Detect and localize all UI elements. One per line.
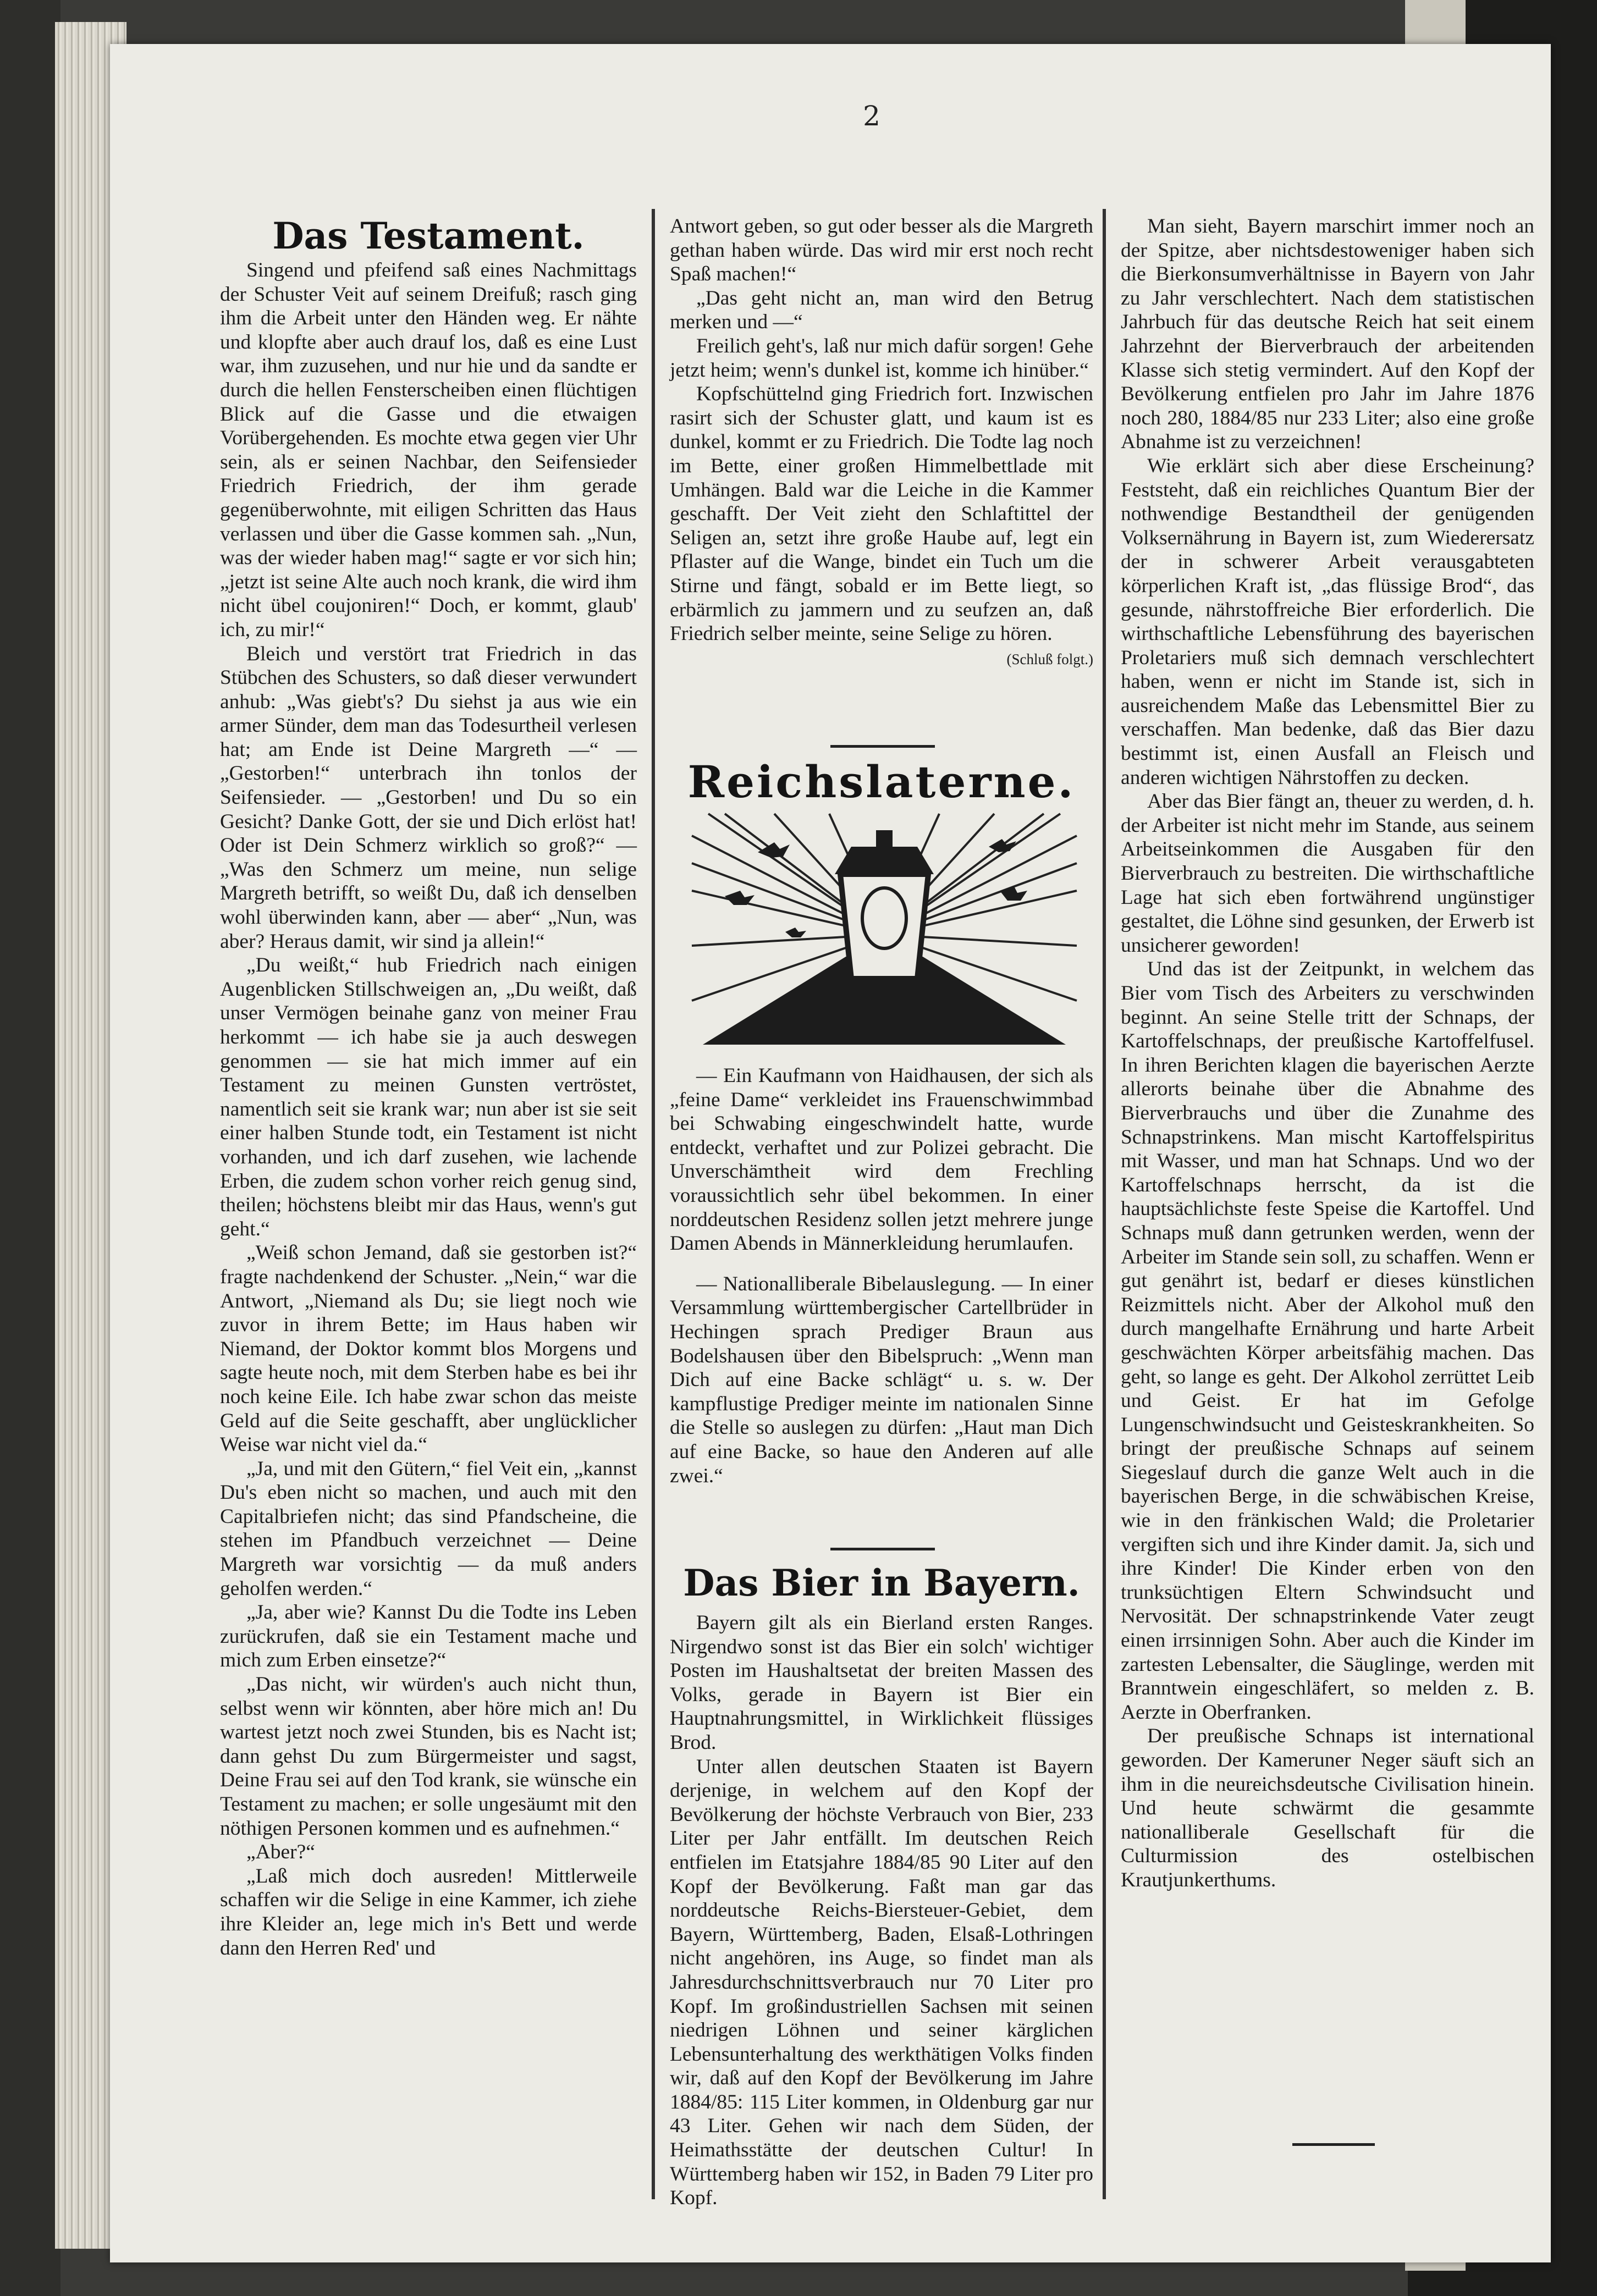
testament-paragraph: Singend und pfeifend saß eines Nachmittags der Schuster Veit auf seinem Dreifuß; rasch ging ihm die Arbeit unter den Händen weg. Er nähte und klopfte aber auch drauf los, daß es eine Lust war, ihm zuzusehen, und nur hie und da sandte er durch die hellen Fensterscheiben einen flüchtigen Blick auf die Gasse und die etwaigen Vorübergehenden. Es mochte etwa gegen vier Uhr sein, als er seinen Nachbar, den Seifensieder Friedrich Friedrich, der ihm gerade gegenüberwohnte, mit eiligen Schritten das Haus verlassen und über die Gasse kommen sah. „Nun, was der wieder haben mag!“ sagte er vor sich hin; „jetzt ist seine Alte auch noch krank, die wird ihm nicht übel coujoniren!“ Doch, er kommt, glaub' ich, zu mir!“	[220, 259, 637, 641]
bier-column-2	[670, 1611, 1093, 2210]
column-rule-left	[652, 209, 655, 2199]
testament-paragraph: Bleich und verstört trat Friedrich in das Stübchen des Schusters, so daß dieser verwundert anhub: „Was giebt's? Du siehst ja aus wie ein armer Sünder, dem man das Todesurtheil verlesen hat; am Ende ist Deine Margreth —“ — „Gestorben!“ unterbrach ihn tonlos der Seifensieder. — „Gestorben! und Du so ein Gesicht? Danke Gott, der sie und Dich erlöst hat! Oder ist Dein Schmerz wirklich so groß?“ — „Was den Schmerz um meine, nun selige Margreth betrifft, so weißt Du, daß ich denselben wohl überwinden kann, aber — aber“ „Nun, was aber? Heraus damit, wir sind ja allein!“	[220, 642, 637, 953]
testament-title: Das Testament.	[272, 214, 585, 257]
bier-paragraph: Und das ist der Zeitpunkt, in welchem das Bier vom Tisch des Arbeiters zu verschwinden beginnt. An seine Stelle tritt der Schnaps, der Kartoffelschnaps, der preußische Kartoffelfusel. In ihren Berichten klagen die bayerischen Aerzte allerorts beinahe über die Abnahme des Bierverbrauchs und über die Zunahme des Schnapstrinkens. Man mischt Kartoffelspiritus mit Wasser, und man hat Schnaps. Und wo der Kartoffelschnaps herrscht, da ist die hauptsächlichste feste Speise die Kartoffel. Und Schnaps muß dann getrunken werden, wenn der Arbeiter im Stande sein soll, zu schaffen. Wenn er gut genährt ist, bedarf er dieses künstlichen Reizmittels nicht. Aber der Alkohol muß den durch mangelhafte Ernährung und harte Arbeit geschwächten Körper arbeitsfähig machen. Das geht, so lange es geht. Der Alkohol zerrüttet Leib und Geist. Er hat im Gefolge Lungenschwindsucht und Geisteskrankheiten. So bringt der preußische Schnaps auf seinem Siegeslauf durch die ganze Welt auch in die bayerischen Berge, in die schwäbischen Kreise, wie in den fränkischen Wald; die Proletarier vergiften sich und ihre Kinder damit. Ja, sich und ihre Kinder! Die Kinder erben von den trunksüchtigen Eltern Schwindsucht und Nervosität. Der schnapstrinkende Vater zeugt einen irrsinnigen Sohn. Aber auch die Kinder im zartesten Lebensalter, die Säuglinge, werden mit Branntwein eingeschläfert, so melden z. B. Aerzte in Oberfranken.	[1121, 958, 1534, 1724]
continuation-line	[670, 646, 1093, 672]
testament-column-1	[220, 258, 637, 2194]
testament-paragraph: „Ja, aber wie? Kannst Du die Todte ins Leben zurückrufen, daß sie ein Testament mache und mich zum Erben einsetze?“	[220, 1601, 637, 1672]
section-separator	[830, 1548, 935, 1550]
bier-paragraph: Bayern gilt als ein Bierland ersten Ranges. Nirgendwo sonst ist das Bier ein solch' wichtiger Posten im Haushaltsetat der breiten Massen des Volks, gerade in Bayern ist Bier ein Hauptnahrungsmittel, in Wirklichkeit flüssiges Brod.	[670, 1611, 1093, 1754]
testament-paragraph: „Du weißt,“ hub Friedrich nach einigen Augenblicken Stillschweigen an, „Du weißt, daß unser Vermögen beinahe ganz von meiner Frau herkommt — ich habe sie ja auch deswegen genommen — sie hat mich immer auf ein Testament zu meinen Gunsten vertröstet, namentlich seit sie krank war; nun aber ist sie seit einer halben Stunde todt, ein Testament ist nicht vorhanden, und ich darf zusehen, wie lachende Erben, die zudem schon vorher reich genug sind, theilen; höchstens bleibt mir das Haus, wenn's gut geht.“	[220, 954, 637, 1240]
scanner-background	[0, 0, 60, 2296]
section-separator	[830, 745, 935, 748]
testament-paragraph: „Ja, und mit den Gütern,“ fiel Veit ein, „kannst Du's eben nicht so machen, und auch mit den Capitalbriefen nicht; das sind Pfandscheine, die stehen im Pfandbuch verzeichnet — Deine Margreth war vorsichtig — da muß anders geholfen werden.“	[220, 1457, 637, 1600]
bier-title: Das Bier in Bayern.	[683, 1561, 1080, 1604]
testament-continuation: Freilich geht's, laß nur mich dafür sorgen! Gehe jetzt heim; wenn's dunkel ist, komme ich hinüber.“	[670, 334, 1093, 382]
bier-paragraph: Der preußische Schnaps ist international geworden. Der Kameruner Neger säuft sich an ihm in die neureichsdeutsche Civilisation hinein. Und heute schwärmt die gesammte nationalliberale Gesellschaft für die Culturmission des ostelbischen Krautjunkerthums.	[1121, 1725, 1534, 1891]
testament-paragraph: „Das nicht, wir würden's auch nicht thun, selbst wenn wir könnten, aber höre mich an! Du wartest jetzt noch zwei Stunden, bis es Nacht ist; dann gehst Du zum Bürgermeister und sagst, Deine Frau sei auf den Tod krank, sie wünsche ein Testament zu machen; er solle ungesäumt mit den nöthigen Personen kommen und es aufnehmen.“	[220, 1673, 637, 1840]
bier-paragraph: Wie erklärt sich aber diese Erscheinung? Feststeht, daß ein reichliches Quantum Bier der nothwendige Bestandtheil der genügenden Volksernährung in Bayern ist, zum Wiederersatz der in schwerer Arbeit verausgabteten körperlichen Kraft ist, „das flüssige Brod“, das gesunde, nährstoffreiche Bier erforderlich. Die wirthschaftliche Lebensführung des bayerischen Proletariers muß sich demnach verschlechtert haben, wenn er nicht im Stande ist, sich in ausreichendem Maße das Lebensmittel Bier zu verschaffen. Man bedenke, daß das Bier dazu bestimmt ist, einen Ausfall an Fleisch und anderen wichtigen Nährstoffen zu decken.	[1121, 454, 1534, 789]
testament-paragraph: „Aber?“	[246, 1841, 315, 1864]
testament-continuation: Antwort geben, so gut oder besser als die Margreth gethan haben würde. Das wird mir erst noch recht Spaß machen!“	[670, 215, 1093, 286]
bier-paragraph: Man sieht, Bayern marschirt immer noch an der Spitze, aber nichtsdestoweniger haben sich die Bierkonsumverhältnisse in Bayern von Jahr zu Jahr verschlechtert. Nach dem statistischen Jahrbuch für das deutsche Reich hat seit einem Jahrzehnt der Bierverbrauch der arbeitenden Klasse sich stetig vermindert. Auf den Kopf der Bevölkerung entfielen pro Jahr im Jahre 1876 noch 280, 1884/85 nur 233 Liter; also eine große Abnahme ist zu verzeichnen!	[1121, 215, 1534, 454]
reichslaterne-title: Reichslaterne.	[687, 756, 1076, 808]
reichslaterne-item: — Ein Kaufmann von Haidhausen, der sich als „feine Dame“ verkleidet ins Frauenschwimmbad bei Schwabing eingeschwindelt hatte, wurde entdeckt, verhaftet und zur Polizei gebracht. Die Unverschämtheit wird dem Frechling voraussichtlich sehr übel bekommen. In einer norddeutschen Residenz sollen jetzt mehrere junge Damen Abends in Männerkleidung herumlaufen.	[670, 1064, 1093, 1255]
testament-paragraph: „Weiß schon Jemand, daß sie gestorben ist?“ fragte nachdenkend der Schuster. „Nein,“ war die Antwort, „Niemand als Du; sie liegt noch wie zuvor in ihrem Bette; im Haus haben wir Niemand, der Doktor kommt blos Morgens und sagte heute noch, mit dem Sterben habe es bei ihr noch keine Eile. Ich habe zwar schon das meiste Geld auf die Seite geschafft, aber unglücklicher Weise war nicht viel da.“	[220, 1241, 637, 1456]
column-rule-right	[1103, 209, 1106, 2199]
testament-paragraph: „Laß mich doch ausreden! Mittlerweile schaffen wir die Selige in eine Kammer, ich ziehe ihre Kleider an, lege mich in's Bett und werde dann den Herren Red' und	[220, 1864, 637, 1960]
testament-continuation: Kopfschüttelnd ging Friedrich fort. Inzwischen rasirt sich der Schuster glatt, und kaum ist es dunkel, kommt er zu Friedrich. Die Todte lag noch im Bette, einer großen Himmelbettlade mit Umhängen. Bald war die Leiche in die Kammer geschafft. Der Veit zieht den Schlaftittel der Seligen an, setzt ihre große Haube auf, legt ein Pflaster auf die Wange, bindet ein Tuch um die Stirne und fängt, sobald er im Bette liegt, so erbärmlich zu jammern und zu seufzen an, daß Friedrich selber meinte, seine Selige zu hören.	[670, 383, 1093, 645]
bier-paragraph: Unter allen deutschen Staaten ist Bayern derjenige, in welchem auf den Kopf der Bevölkerung der höchste Verbrauch von Bier, 233 Liter per Jahr entfällt. Im deutschen Reich entfielen im Etatsjahre 1884/85 90 Liter auf den Kopf der Bevölkerung. Faßt man gar das norddeutsche Reichs-Biersteuer-Gebiet, dem Bayern, Württemberg, Baden, Elsaß-Lothringen nicht angehören, ins Auge, so findet man als Jahresdurchschnittsverbrauch nur 70 Liter pro Kopf. Im großindustriellen Sachsen mit seinen niedrigen Löhnen und seiner kärglichen Lebensunterhaltung des werkthätigen Volks finden wir, daß auf den Kopf der Bevölkerung im Jahre 1884/85: 115 Liter kommen, in Oldenburg gar nur 43 Liter. Gehen wir nach dem Süden, der Heimathsstätte der deutschen Cultur! In Württemberg haben wir 152, in Baden 79 Liter pro Kopf.	[670, 1755, 1093, 2210]
bier-column-3	[1121, 214, 1534, 2194]
bier-paragraph: Aber das Bier fängt an, theuer zu werden, d. h. der Arbeiter ist nicht mehr im Stande, aus seinem Arbeitseinkommen die Ausgaben für den Bierverbrauch zu bestreiten. Die wirthschaftliche Lage hat sich eben fortwährend ungünstiger gestaltet, die Löhne sind gesunken, der Erwerb ist unsicherer geworden!	[1121, 790, 1534, 957]
lantern-illustration	[692, 814, 1077, 1045]
testament-column-2	[670, 214, 1093, 742]
page-number: 2	[863, 100, 880, 132]
testament-continuation: „Das geht nicht an, man wird den Betrug merken und —“	[670, 286, 1093, 334]
reichslaterne-item: — Nationalliberale Bibelauslegung. — In einer Versammlung württembergischer Cartellbrüder in Hechingen sprach Prediger Braun aus Bodelshausen über den Bibelspruch: „Wenn man Dich auf eine Backe schlägt“ u. s. w. Der kampflustige Prediger meinte im nationalen Sinne die Stelle so auslegen zu dürfen: „Haut man Dich auf eine Backe, so haue den Anderen auf alle zwei.“	[670, 1272, 1093, 1487]
lantern	[835, 830, 934, 991]
to-be-continued: (Schluß folgt.)	[1006, 650, 1093, 667]
end-separator	[1292, 2143, 1375, 2146]
